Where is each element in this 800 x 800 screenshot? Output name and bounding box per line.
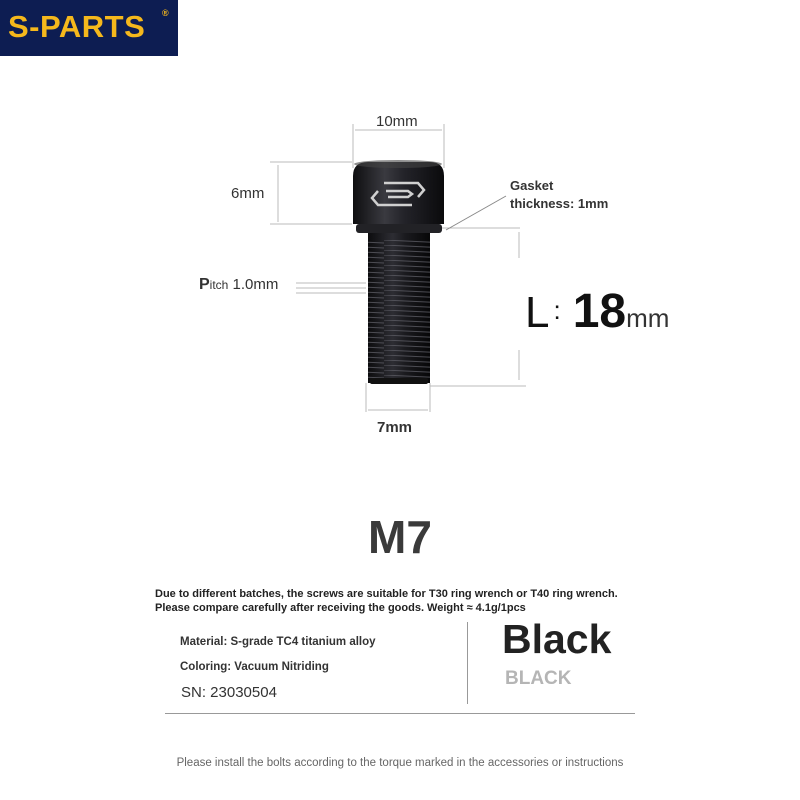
install-note: Please install the bolts according to the torque marked in the accessories or instructions [176, 757, 624, 769]
bolt-gasket [356, 224, 442, 233]
gasket-line-2: thickness: 1mm [510, 196, 609, 211]
color-name: Black [502, 616, 612, 662]
length-unit: mm [626, 303, 670, 333]
pitch-itch: itch [209, 278, 229, 292]
compatibility-note: Due to different batches, the screws are suitable for T30 ring wrench or T40 ring wrench. Please compare carefully after receiving the goods. Weight ≈ 4.1g/1pcs [155, 588, 618, 614]
head-height-label: 6mm [231, 185, 265, 202]
horizontal-divider [165, 713, 635, 714]
pitch-label [199, 276, 278, 294]
thread-width-label: 7mm [377, 419, 413, 436]
length-label [525, 284, 669, 339]
pitch-p: P [199, 276, 210, 293]
bolt-head [353, 162, 444, 224]
gasket-line-1: Gasket [510, 178, 554, 193]
length-letter: L [525, 288, 550, 337]
head-width-label: 10mm [376, 113, 418, 130]
brand-name: S-PARTS [8, 9, 146, 44]
registered-mark: ® [162, 8, 169, 18]
color-name-caps: BLACK [505, 668, 572, 689]
coloring-spec: Coloring: Vacuum Nitriding [180, 661, 329, 673]
material-spec: Material: S-grade TC4 titanium alloy [180, 636, 376, 648]
length-colon: : [553, 295, 561, 325]
gasket-label [510, 177, 640, 213]
length-value: 18 [572, 285, 627, 338]
vertical-divider [467, 622, 468, 704]
serial-number: SN: 23030504 [181, 684, 277, 701]
model-title: M7 [368, 511, 432, 563]
pitch-value: 1.0mm [228, 276, 279, 293]
